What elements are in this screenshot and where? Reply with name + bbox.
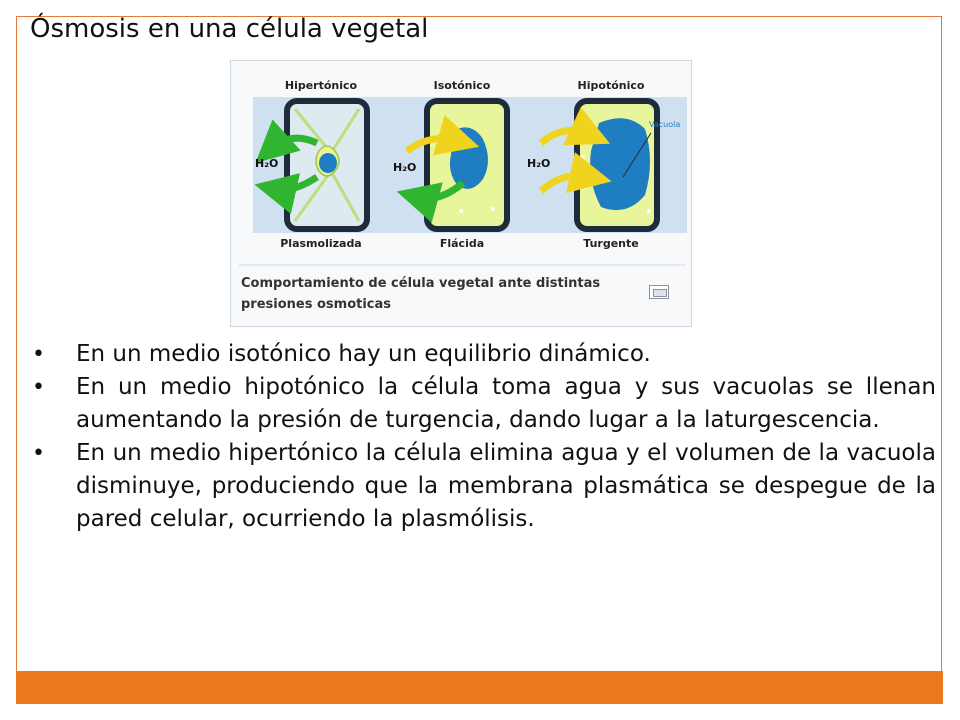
bullet-item-hypertonic [30, 437, 936, 536]
label-vacuola: Vacuola [649, 120, 681, 129]
label-hipertonico: Hipertónico [284, 79, 358, 92]
bullet-list [30, 338, 936, 536]
figure-caption: Comportamiento de célula vegetal ante distintas presiones osmoticas [241, 276, 601, 312]
bullet-item-isotonic [30, 338, 936, 371]
osmosis-figure [230, 60, 692, 327]
label-flacida: Flácida [439, 237, 485, 250]
bullet-dot-icon: • [32, 441, 45, 466]
label-plasmolizada: Plasmolizada [280, 237, 362, 250]
bullet-text: En un medio isotónico hay un equilibrio dinámico. [76, 341, 651, 367]
water-label-3: H₂O [527, 157, 551, 170]
bottom-accent-bar [16, 671, 943, 704]
cell-plasmolizada [271, 101, 367, 229]
bullet-item-hypotonic [30, 371, 936, 437]
bullet-text: En un medio hipertónico la célula elimina agua y el volumen de la vacuola disminuye, produciendo que la membrana plasmática se despegue de la pared celular, ocurriendo la plasmólisis. [76, 440, 936, 532]
water-label-2: H₂O [393, 161, 417, 174]
bullet-dot-icon: • [32, 375, 45, 400]
bullet-dot-icon: • [32, 342, 45, 367]
label-hipotonico: Hipotónico [577, 79, 645, 92]
enlarge-icon[interactable] [649, 285, 669, 299]
slide-title: Ósmosis en una célula vegetal [30, 14, 429, 44]
water-label-1: H₂O [255, 157, 279, 170]
label-turgente: Turgente [583, 237, 639, 250]
bullet-text: En un medio hipotónico la célula toma agua y sus vacuolas se llenan aumentando la presión de turgencia, dando lugar a la laturgescencia. [76, 374, 936, 433]
label-isotonico: Isotónico [433, 79, 491, 92]
